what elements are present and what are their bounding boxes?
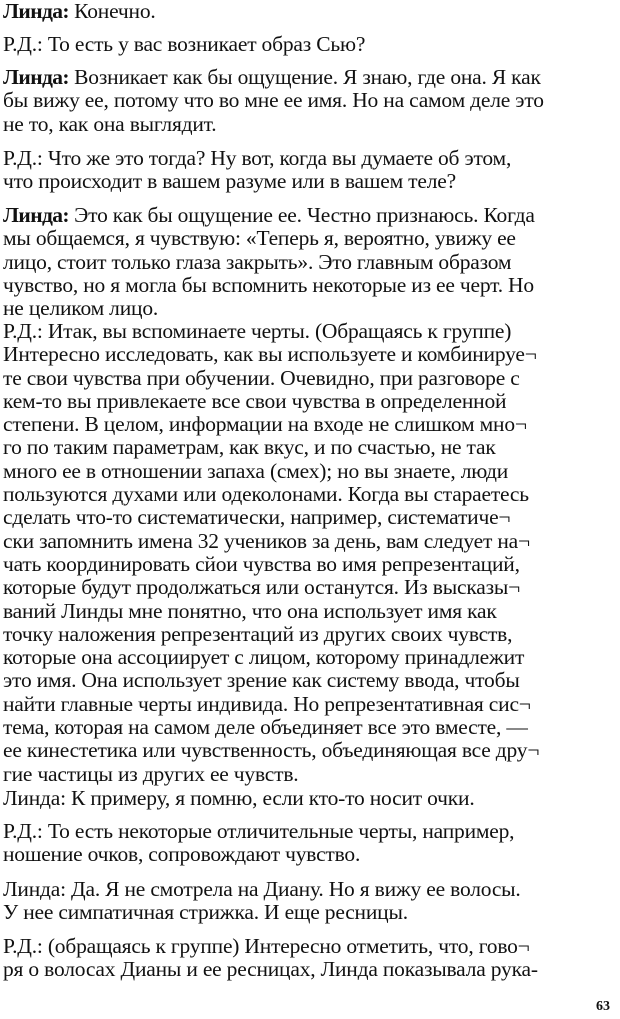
text-line: точку наложения репрезентаций из других своих чувств, bbox=[3, 622, 513, 646]
text-line: бы вижу ее, потому что во мне ее имя. Но на самом деле это bbox=[3, 89, 544, 113]
dialogue-paragraph bbox=[3, 33, 610, 56]
text-line: много ее в отношении запаха (смех); но вы знаете, люди bbox=[3, 459, 509, 483]
text-line: степени. В целом, информации на входе не слишком мно¬ bbox=[3, 413, 527, 437]
text-line bbox=[3, 66, 610, 89]
text-line bbox=[3, 0, 610, 23]
dialogue-paragraph bbox=[3, 147, 610, 194]
text-line bbox=[3, 204, 610, 227]
dialogue-paragraph bbox=[3, 820, 610, 867]
text-line: что происходит в вашем разуме или в вашем теле? bbox=[3, 170, 456, 194]
text-line: Р.Д.: Итак, вы вспоминаете черты. (Обращаясь к группе) bbox=[3, 320, 512, 343]
text-line: гие частицы из других ее чувств. bbox=[3, 762, 299, 786]
dialogue-paragraph bbox=[3, 320, 610, 786]
text-line: лицо, стоит только глаза закрыть». Это главным образом bbox=[3, 250, 512, 274]
dialogue-paragraph bbox=[3, 66, 610, 136]
text-line: сделать что-то систематически, например, систематиче¬ bbox=[3, 506, 511, 530]
line-text: Возникает как бы ощущение. Я знаю, где она. Я как bbox=[74, 66, 541, 89]
text-line: которые будут продолжаться или останутся. Из высказы¬ bbox=[3, 576, 521, 600]
text-line: Интересно исследовать, как вы используете и комбинируе¬ bbox=[3, 343, 537, 367]
dialogue-paragraph bbox=[3, 935, 610, 982]
text-line: Линда: К примеру, я помню, если кто-то носит очки. bbox=[3, 787, 475, 810]
text-line: Р.Д.: То есть у вас возникает образ Сью? bbox=[3, 33, 366, 56]
text-line: Р.Д.: То есть некоторые отличительные черты, например, bbox=[3, 820, 515, 843]
speaker-label: Линда: bbox=[3, 66, 69, 89]
page-number: 63 bbox=[596, 999, 610, 1014]
text-line: это имя. Она использует зрение как систему ввода, чтобы bbox=[3, 669, 520, 693]
text-line: найти главные черты индивида. Но репрезентативная сис¬ bbox=[3, 692, 531, 716]
dialogue-paragraph bbox=[3, 0, 610, 23]
text-line: не то, как она выглядит. bbox=[3, 112, 217, 136]
text-line: пользуются духами или одеколонами. Когда вы стараетесь bbox=[3, 483, 529, 507]
dialogue-paragraph bbox=[3, 204, 610, 320]
speaker-label: Линда: bbox=[3, 204, 69, 227]
dialogue-paragraph bbox=[3, 878, 610, 925]
dialogue-paragraph bbox=[3, 787, 610, 810]
line-text: Конечно. bbox=[74, 0, 156, 23]
text-line: Р.Д.: Что же это тогда? Ну вот, когда вы думаете об этом, bbox=[3, 147, 512, 170]
text-line: У нее симпатичная стрижка. И еще ресницы. bbox=[3, 901, 408, 925]
text-line: мы общаемся, я чувствую: «Теперь я, вероятно, увижу ее bbox=[3, 227, 516, 251]
text-line: тема, которая на самом деле объединяет все это вместе, — bbox=[3, 716, 528, 740]
line-text: Это как бы ощущение ее. Честно признаюсь. Когда bbox=[74, 204, 535, 227]
text-line: которые она ассоциирует с лицом, которому принадлежит bbox=[3, 646, 525, 670]
text-line: ря о волосах Дианы и ее ресницах, Линда показывала рука- bbox=[3, 958, 538, 982]
text-line: чувство, но я могла бы вспомнить некоторые из ее черт. Но bbox=[3, 273, 534, 297]
text-line: ношение очков, сопровождают чувство. bbox=[3, 843, 361, 867]
speaker-label: Линда: bbox=[3, 0, 69, 23]
text-line: кем-то вы привлекаете все свои чувства в определенной bbox=[3, 389, 507, 413]
text-line: ее кинестетика или чувственность, объединяющая все дру¬ bbox=[3, 739, 540, 763]
text-line: ски запомнить имена 32 учеников за день, вам следует на¬ bbox=[3, 529, 530, 553]
text-line: Р.Д.: (обращаясь к группе) Интересно отметить, что, гово¬ bbox=[3, 935, 530, 958]
text-line: те свои чувства при обучении. Очевидно, при разговоре с bbox=[3, 366, 520, 390]
text-line: Линда: Да. Я не смотрела на Диану. Но я вижу ее волосы. bbox=[3, 878, 521, 901]
text-line: ваний Линды мне понятно, что она использует имя как bbox=[3, 599, 497, 623]
text-line: чать координировать сйои чувства во имя репрезентаций, bbox=[3, 552, 520, 576]
text-line: го по таким параметрам, как вкус, и по счастью, не так bbox=[3, 436, 496, 460]
text-line: не целиком лицо. bbox=[3, 297, 159, 321]
